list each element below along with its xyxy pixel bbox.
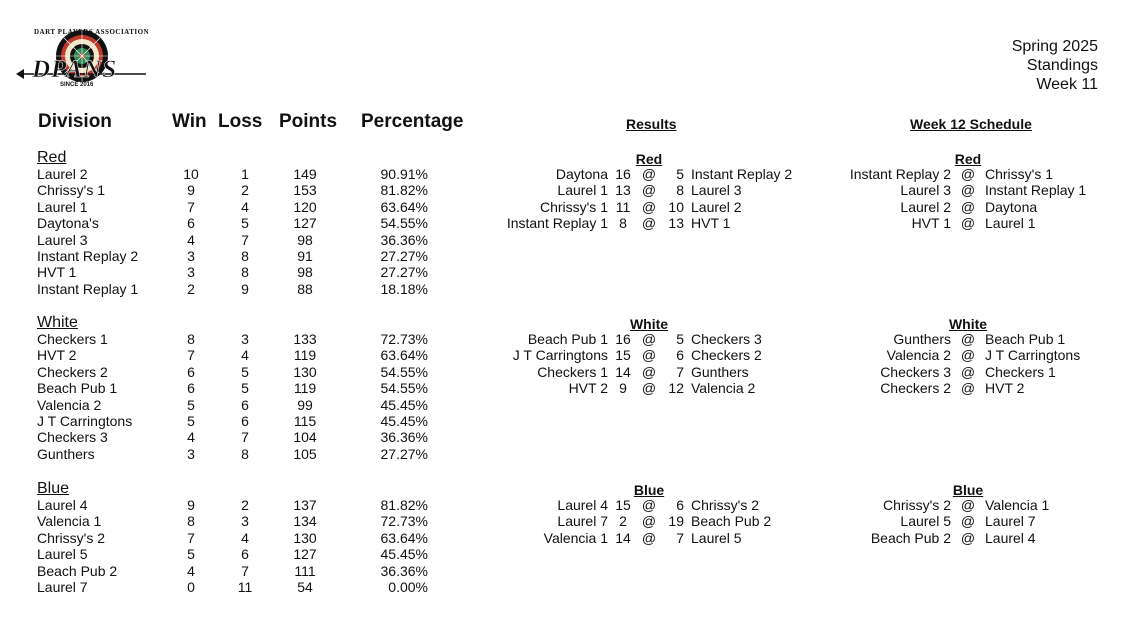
team-percentage: 45.45% [380, 546, 428, 563]
team-wins: 9 [187, 182, 195, 199]
team-percentage: 0.00% [388, 579, 428, 595]
team-percentage: 36.36% [380, 429, 428, 446]
result-away-team: HVT 1 [691, 215, 731, 232]
team-points: 91 [297, 248, 313, 264]
team-points: 99 [297, 396, 313, 413]
schedule-home-team: Checkers 3 [880, 363, 951, 380]
dpans-logo [14, 22, 150, 92]
schedule-at-sign: @ [960, 513, 976, 530]
result-at-sign: @ [641, 497, 657, 513]
schedule-at-sign: @ [960, 497, 976, 513]
team-name: J T Carringtons [37, 413, 133, 429]
team-wins: 4 [187, 231, 195, 248]
schedule-home-team: Beach Pub 2 [870, 529, 951, 546]
division-header: Division [38, 111, 112, 132]
team-losses: 6 [241, 413, 249, 429]
team-losses: 7 [241, 429, 249, 446]
team-losses: 3 [241, 331, 249, 347]
schedule-away-team: Laurel 7 [985, 513, 1036, 530]
schedule-home-team: Laurel 2 [900, 198, 951, 215]
team-name: Checkers 1 [37, 331, 108, 347]
result-away-team: Gunthers [691, 363, 749, 380]
team-losses: 2 [241, 182, 249, 199]
result-home-score: 13 [615, 182, 631, 199]
team-losses: 9 [241, 280, 249, 297]
team-percentage: 81.82% [380, 182, 428, 199]
team-points: 130 [293, 529, 317, 546]
result-away-team: Laurel 5 [691, 529, 742, 546]
schedule-at-sign: @ [960, 331, 976, 347]
schedule-away-team: Checkers 1 [985, 363, 1056, 380]
team-percentage: 36.36% [380, 231, 428, 248]
team-wins: 8 [187, 513, 195, 530]
team-name: Beach Pub 1 [37, 380, 118, 397]
team-wins: 0 [187, 579, 195, 595]
team-percentage: 90.91% [380, 166, 428, 182]
result-away-score: 19 [668, 513, 684, 530]
result-at-sign: @ [641, 529, 657, 546]
result-at-sign: @ [641, 363, 657, 380]
team-percentage: 54.55% [380, 215, 428, 232]
team-percentage: 63.64% [380, 529, 428, 546]
result-away-team: Checkers 3 [691, 331, 762, 347]
team-wins: 5 [187, 396, 195, 413]
results-division-blue: Blue [633, 482, 665, 498]
result-away-score: 6 [676, 347, 684, 364]
season-title: Spring 2025 [1011, 38, 1098, 55]
team-losses: 11 [237, 579, 253, 595]
schedule-at-sign: @ [960, 182, 976, 199]
team-name: Valencia 1 [37, 513, 102, 530]
result-home-team: Checkers 1 [537, 363, 608, 380]
team-percentage: 63.64% [380, 198, 428, 215]
result-away-score: 8 [676, 182, 684, 199]
team-losses: 7 [241, 231, 249, 248]
schedule-home-team: Valencia 2 [886, 347, 951, 364]
result-home-team: Chrissy's 1 [539, 198, 608, 215]
schedule-at-sign: @ [960, 529, 976, 546]
schedule-away-team: Valencia 1 [985, 497, 1050, 513]
result-at-sign: @ [641, 513, 657, 530]
schedule-at-sign: @ [960, 380, 976, 397]
result-home-team: Beach Pub 1 [527, 331, 608, 347]
team-percentage: 72.73% [380, 513, 428, 530]
team-percentage: 54.55% [380, 363, 428, 380]
schedule-home-team: Chrissy's 2 [882, 497, 951, 513]
team-name: Gunthers [37, 445, 95, 462]
season-info [1012, 37, 1098, 94]
team-wins: 4 [187, 429, 195, 446]
result-at-sign: @ [641, 182, 657, 199]
results-division-red: Red [635, 151, 663, 167]
team-points: 134 [293, 513, 317, 530]
team-points: 115 [293, 413, 317, 429]
result-home-score: 15 [615, 347, 631, 364]
team-points: 111 [294, 562, 316, 579]
team-name: Chrissy's 1 [37, 182, 106, 199]
team-wins: 4 [187, 562, 195, 579]
result-home-score: 14 [615, 363, 631, 380]
team-losses: 4 [241, 347, 249, 364]
schedule-division-red: Red [954, 151, 982, 167]
team-wins: 3 [187, 248, 195, 264]
team-percentage: 36.36% [380, 562, 428, 579]
result-at-sign: @ [641, 198, 657, 215]
schedule-away-team: Laurel 4 [985, 529, 1036, 546]
result-away-team: Valencia 2 [691, 380, 756, 397]
result-home-score: 14 [615, 529, 631, 546]
result-home-team: J T Carringtons [512, 347, 608, 364]
team-percentage: 27.27% [380, 264, 428, 281]
logo-main-text: DPANS [32, 56, 118, 83]
team-wins: 3 [187, 445, 195, 462]
team-percentage: 18.18% [380, 280, 428, 297]
result-at-sign: @ [641, 215, 657, 232]
result-home-score: 9 [619, 380, 627, 397]
result-away-score: 6 [676, 497, 684, 513]
schedule-header: Week 12 Schedule [910, 116, 1032, 132]
schedule-away-team: Chrissy's 1 [985, 166, 1054, 182]
logo-arc-text: DART PLAYERS ASSOCIATION [34, 28, 150, 36]
team-wins: 7 [187, 529, 195, 546]
result-away-score: 5 [676, 166, 684, 182]
schedule-away-team: Laurel 1 [985, 215, 1036, 232]
result-home-team: Valencia 1 [543, 529, 608, 546]
standings-label: Standings [1026, 57, 1098, 74]
team-name: Valencia 2 [37, 396, 102, 413]
result-away-team: Checkers 2 [691, 347, 762, 364]
team-losses: 5 [241, 380, 249, 397]
result-home-score: 2 [619, 513, 627, 530]
result-away-score: 7 [676, 363, 684, 380]
team-losses: 1 [241, 166, 249, 182]
team-name: Laurel 3 [37, 231, 88, 248]
team-points: 98 [297, 231, 313, 248]
schedule-division-blue: Blue [952, 482, 984, 498]
team-points: 133 [293, 331, 317, 347]
schedule-at-sign: @ [960, 166, 976, 182]
team-points: 88 [297, 280, 313, 297]
team-name: Checkers 2 [37, 363, 108, 380]
team-losses: 8 [241, 264, 249, 281]
loss-header: Loss [218, 111, 263, 132]
team-points: 104 [293, 429, 317, 446]
team-wins: 2 [187, 280, 195, 297]
team-name: Laurel 4 [37, 497, 88, 513]
schedule-home-team: Instant Replay 2 [849, 166, 951, 182]
result-home-team: Laurel 1 [557, 182, 608, 199]
team-name: Chrissy's 2 [37, 529, 106, 546]
team-wins: 7 [187, 198, 195, 215]
result-away-score: 13 [668, 215, 684, 232]
result-away-team: Instant Replay 2 [691, 166, 793, 182]
team-wins: 9 [187, 497, 195, 513]
schedule-home-team: Laurel 5 [900, 513, 951, 530]
schedule-home-team: Checkers 2 [880, 380, 951, 397]
team-losses: 6 [241, 546, 249, 563]
team-losses: 3 [241, 513, 249, 530]
team-wins: 5 [187, 413, 195, 429]
division-title-red: Red [37, 149, 67, 166]
team-points: 149 [293, 166, 317, 182]
schedule-home-team: HVT 1 [911, 215, 951, 232]
result-away-score: 7 [676, 529, 684, 546]
team-wins: 5 [187, 546, 195, 563]
team-percentage: 27.27% [380, 445, 428, 462]
team-percentage: 63.64% [380, 347, 428, 364]
team-losses: 7 [241, 562, 249, 579]
team-points: 127 [293, 215, 317, 232]
schedule-away-team: J T Carringtons [985, 347, 1081, 364]
division-title-blue: Blue [37, 480, 70, 497]
team-points: 54 [297, 579, 313, 595]
team-losses: 5 [241, 215, 249, 232]
team-points: 130 [293, 363, 317, 380]
result-at-sign: @ [641, 331, 657, 347]
points-header: Points [279, 111, 338, 132]
results-division-white: White [629, 316, 669, 332]
team-points: 127 [293, 546, 317, 563]
result-away-score: 10 [668, 198, 684, 215]
schedule-away-team: Instant Replay 1 [985, 182, 1087, 199]
team-points: 119 [293, 380, 317, 397]
result-away-score: 12 [668, 380, 684, 397]
schedule-at-sign: @ [960, 347, 976, 364]
team-percentage: 54.55% [380, 380, 428, 397]
team-percentage: 27.27% [380, 248, 428, 264]
team-wins: 8 [187, 331, 195, 347]
division-title-white: White [37, 314, 78, 331]
percentage-header: Percentage [361, 111, 464, 132]
team-points: 153 [293, 182, 317, 199]
schedule-at-sign: @ [960, 363, 976, 380]
result-away-team: Chrissy's 2 [691, 497, 760, 513]
result-at-sign: @ [641, 380, 657, 397]
team-losses: 4 [241, 198, 249, 215]
team-wins: 10 [183, 166, 199, 182]
team-wins: 6 [187, 380, 195, 397]
team-losses: 8 [241, 445, 249, 462]
win-header: Win [172, 111, 207, 132]
team-name: HVT 2 [37, 347, 77, 364]
team-losses: 5 [241, 363, 249, 380]
team-points: 119 [293, 347, 317, 364]
schedule-home-team: Gunthers [893, 331, 951, 347]
team-losses: 8 [241, 248, 249, 264]
result-home-score: 16 [615, 331, 631, 347]
team-name: Laurel 1 [37, 198, 88, 215]
team-points: 120 [293, 198, 317, 215]
schedule-away-team: Beach Pub 1 [985, 331, 1066, 347]
team-wins: 3 [187, 264, 195, 281]
results-header: Results [626, 116, 677, 132]
logo-since-text: SINCE 2016 [60, 82, 94, 88]
team-percentage: 81.82% [380, 497, 428, 513]
result-home-score: 16 [615, 166, 631, 182]
team-name: Beach Pub 2 [37, 562, 118, 579]
team-losses: 4 [241, 529, 249, 546]
team-name: Daytona's [37, 215, 99, 232]
team-name: HVT 1 [37, 264, 77, 281]
schedule-division-white: White [948, 316, 988, 332]
result-away-team: Laurel 2 [691, 198, 742, 215]
schedule-at-sign: @ [960, 198, 976, 215]
team-name: Laurel 7 [37, 579, 88, 595]
result-home-score: 15 [615, 497, 631, 513]
team-points: 105 [293, 445, 317, 462]
result-away-team: Beach Pub 2 [691, 513, 772, 530]
team-name: Laurel 5 [37, 546, 88, 563]
result-home-score: 11 [615, 198, 631, 215]
result-home-score: 8 [619, 215, 627, 232]
team-name: Laurel 2 [37, 166, 88, 182]
schedule-at-sign: @ [960, 215, 976, 232]
schedule-away-team: HVT 2 [985, 380, 1025, 397]
result-home-team: HVT 2 [568, 380, 608, 397]
result-at-sign: @ [641, 166, 657, 182]
week-label: Week 11 [1036, 76, 1098, 93]
result-home-team: Instant Replay 1 [506, 215, 608, 232]
team-name: Checkers 3 [37, 429, 108, 446]
result-away-score: 5 [676, 331, 684, 347]
team-percentage: 45.45% [380, 413, 428, 429]
result-home-team: Daytona [555, 166, 608, 182]
team-percentage: 72.73% [380, 331, 428, 347]
result-away-team: Laurel 3 [691, 182, 742, 199]
team-losses: 2 [241, 497, 249, 513]
team-wins: 7 [187, 347, 195, 364]
schedule-home-team: Laurel 3 [900, 182, 951, 199]
team-name: Instant Replay 1 [37, 280, 139, 297]
result-home-team: Laurel 7 [557, 513, 608, 530]
team-wins: 6 [187, 215, 195, 232]
team-name: Instant Replay 2 [37, 248, 139, 264]
schedule-away-team: Daytona [985, 198, 1038, 215]
team-losses: 6 [241, 396, 249, 413]
team-percentage: 45.45% [380, 396, 428, 413]
team-wins: 6 [187, 363, 195, 380]
result-at-sign: @ [641, 347, 657, 364]
team-points: 137 [293, 497, 317, 513]
result-home-team: Laurel 4 [557, 497, 608, 513]
team-points: 98 [297, 264, 313, 281]
